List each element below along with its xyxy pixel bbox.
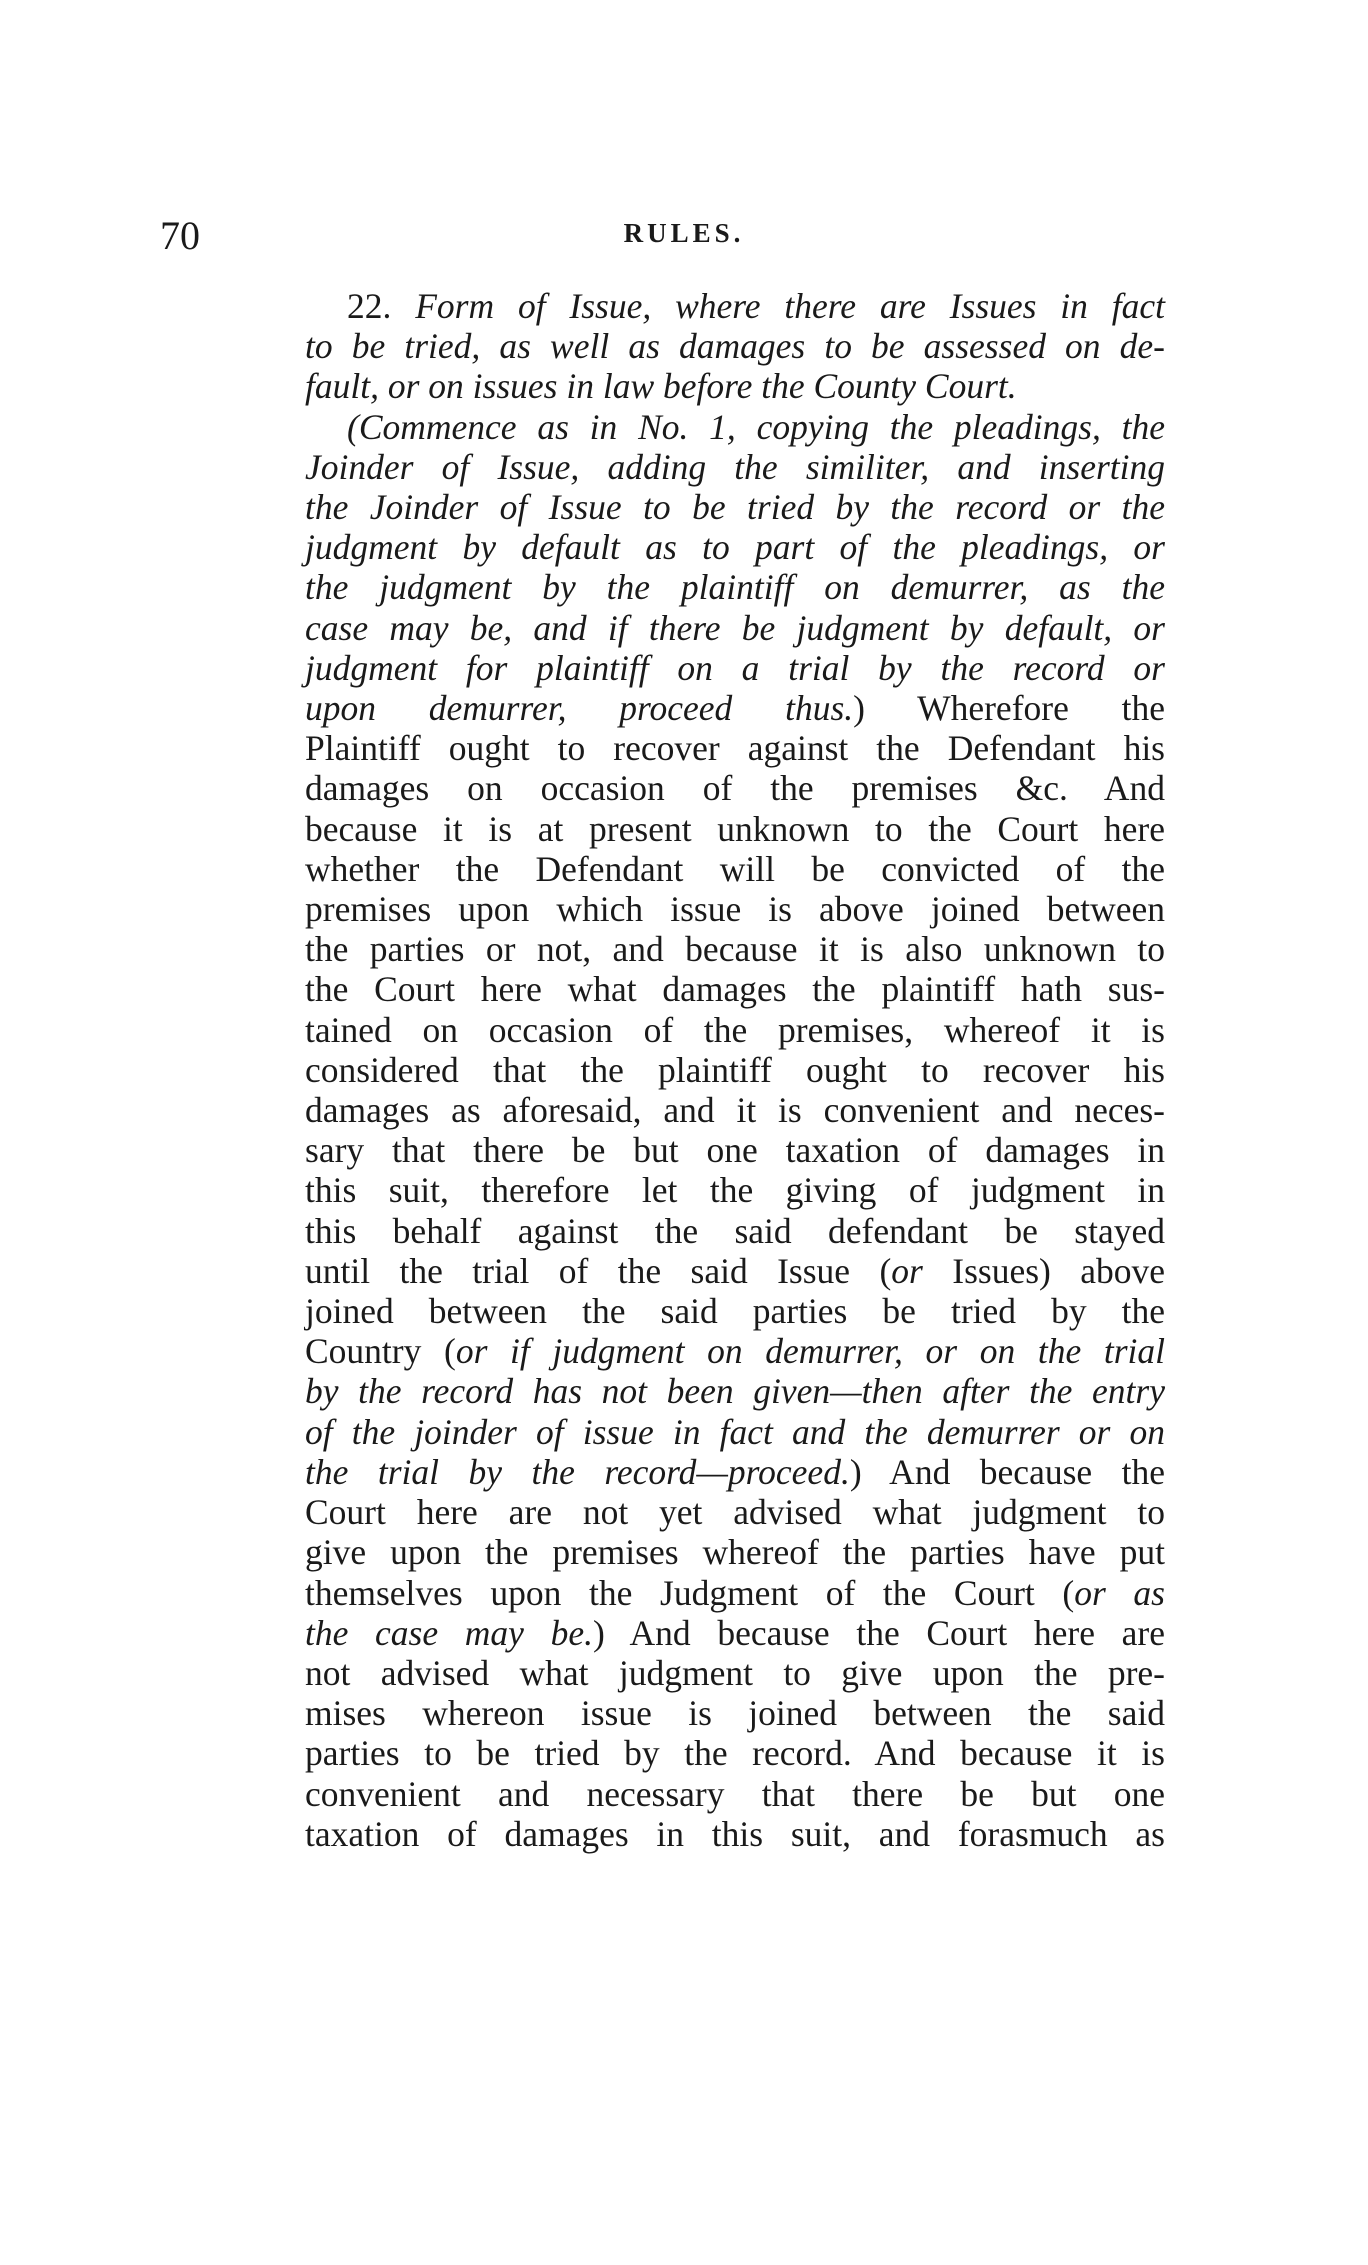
italic-text: the Joinder of Issue to be tried by the record or the [305, 487, 1165, 528]
text-line [305, 1050, 1165, 1090]
text-line [305, 889, 1165, 929]
italic-text: Form of Issue, where there are Issues in fact [415, 286, 1165, 326]
roman-text: tained on occasion of the premises, whereof it is [305, 1009, 1165, 1050]
roman-text: parties to be tried by the record. And because it is [305, 1733, 1165, 1774]
text-line [305, 527, 1165, 567]
text-line [305, 286, 1165, 326]
text-line [305, 567, 1165, 607]
text-line [305, 1090, 1165, 1130]
text-line [305, 648, 1165, 688]
italic-text: or [891, 1250, 923, 1291]
roman-text: themselves upon the Judgment of the Court ( [305, 1572, 1075, 1613]
italic-text: the case may be. [305, 1612, 593, 1653]
roman-text: premises upon which issue is above joined between [305, 889, 1165, 930]
italic-text: (Commence as in No. 1, copying the pleadings, the [347, 406, 1165, 447]
roman-text: Plaintiff ought to recover against the Defendant his [305, 728, 1165, 769]
roman-text: Court here are not yet advised what judgment to [305, 1492, 1165, 1533]
text-line [305, 1170, 1165, 1210]
roman-text: convenient and necessary that there be but one [305, 1773, 1165, 1814]
italic-text: to be tried, as well as damages to be assessed on de- [305, 326, 1165, 367]
text-line [305, 1130, 1165, 1170]
text-line [305, 1211, 1165, 1251]
roman-text: taxation of damages in this suit, and forasmuch as [305, 1813, 1165, 1854]
roman-text: damages as aforesaid, and it is convenient and neces- [305, 1090, 1165, 1131]
text-line [305, 326, 1165, 366]
text-line [305, 608, 1165, 648]
italic-text: the trial by the record—proceed. [305, 1451, 850, 1492]
italic-text: judgment for plaintiff on a trial by the record or [305, 647, 1165, 688]
italic-text: upon demurrer, proceed thus. [305, 688, 854, 729]
running-head: RULES. [623, 218, 745, 248]
roman-text: the Court here what damages the plaintiff hath sus- [305, 969, 1165, 1010]
roman-text: ) And because the [849, 1451, 1165, 1492]
italic-text: the judgment by the plaintiff on demurrer, as the [305, 567, 1165, 608]
roman-text: damages on occasion of the premises &c. And [305, 768, 1165, 809]
roman-text: whether the Defendant will be convicted of the [305, 848, 1165, 889]
text-line [305, 929, 1165, 969]
body-text [305, 286, 1165, 1854]
text-line [305, 407, 1165, 447]
italic-text: of the joinder of issue in fact and the demurrer or on [305, 1411, 1165, 1452]
page-number: 70 [160, 213, 200, 258]
text-line [305, 969, 1165, 1009]
text-line [305, 1251, 1165, 1291]
text-line [305, 1613, 1165, 1653]
roman-text: ) And because the Court here are [592, 1612, 1165, 1653]
roman-text: Country ( [305, 1331, 456, 1372]
roman-text: ) Wherefore the [853, 688, 1165, 729]
roman-text: Issues) above [922, 1250, 1165, 1291]
roman-text: joined between the said parties be tried by the [305, 1291, 1165, 1332]
text-line [305, 1412, 1165, 1452]
text-line [305, 1653, 1165, 1693]
roman-text: mises whereon issue is joined between the said [305, 1693, 1165, 1734]
italic-text: or if judgment on demurrer, or on the trial [455, 1331, 1166, 1372]
roman-text: sary that there be but one taxation of damages in [305, 1130, 1165, 1171]
text-line [305, 688, 1165, 728]
text-line [305, 1693, 1165, 1733]
text-line [305, 447, 1165, 487]
roman-text: this behalf against the said defendant be stayed [305, 1210, 1165, 1251]
text-line [305, 849, 1165, 889]
roman-text: the parties or not, and because it is also unknown to [305, 929, 1165, 970]
roman-text: because it is at present unknown to the Court here [305, 808, 1165, 849]
text-line [305, 1814, 1165, 1854]
italic-text: case may be, and if there be judgment by default, or [305, 607, 1165, 648]
roman-text: 22. [347, 286, 416, 326]
italic-text: or as [1074, 1572, 1165, 1613]
text-line [305, 1733, 1165, 1773]
text-line [305, 1532, 1165, 1572]
text-line [305, 1492, 1165, 1532]
text-line [305, 366, 1165, 406]
italic-text: fault, or on issues in law before the County Court. [305, 366, 1017, 407]
roman-text: until the trial of the said Issue ( [305, 1250, 892, 1291]
text-line [305, 1573, 1165, 1613]
text-line [305, 487, 1165, 527]
italic-text: Joinder of Issue, adding the similiter, and inserting [305, 446, 1165, 487]
text-line [305, 1452, 1165, 1492]
text-line [305, 1291, 1165, 1331]
roman-text: this suit, therefore let the giving of judgment in [305, 1170, 1165, 1211]
text-line [305, 1371, 1165, 1411]
text-line [305, 768, 1165, 808]
roman-text: not advised what judgment to give upon the pre- [305, 1652, 1165, 1693]
text-line [305, 728, 1165, 768]
italic-text: judgment by default as to part of the pleadings, or [305, 527, 1165, 568]
italic-text: by the record has not been given—then after the entry [305, 1371, 1165, 1412]
text-line [305, 1331, 1165, 1371]
roman-text: considered that the plaintiff ought to recover his [305, 1049, 1165, 1090]
roman-text: give upon the premises whereof the parties have put [305, 1532, 1165, 1573]
text-line [305, 1774, 1165, 1814]
text-line [305, 1010, 1165, 1050]
text-line [305, 809, 1165, 849]
